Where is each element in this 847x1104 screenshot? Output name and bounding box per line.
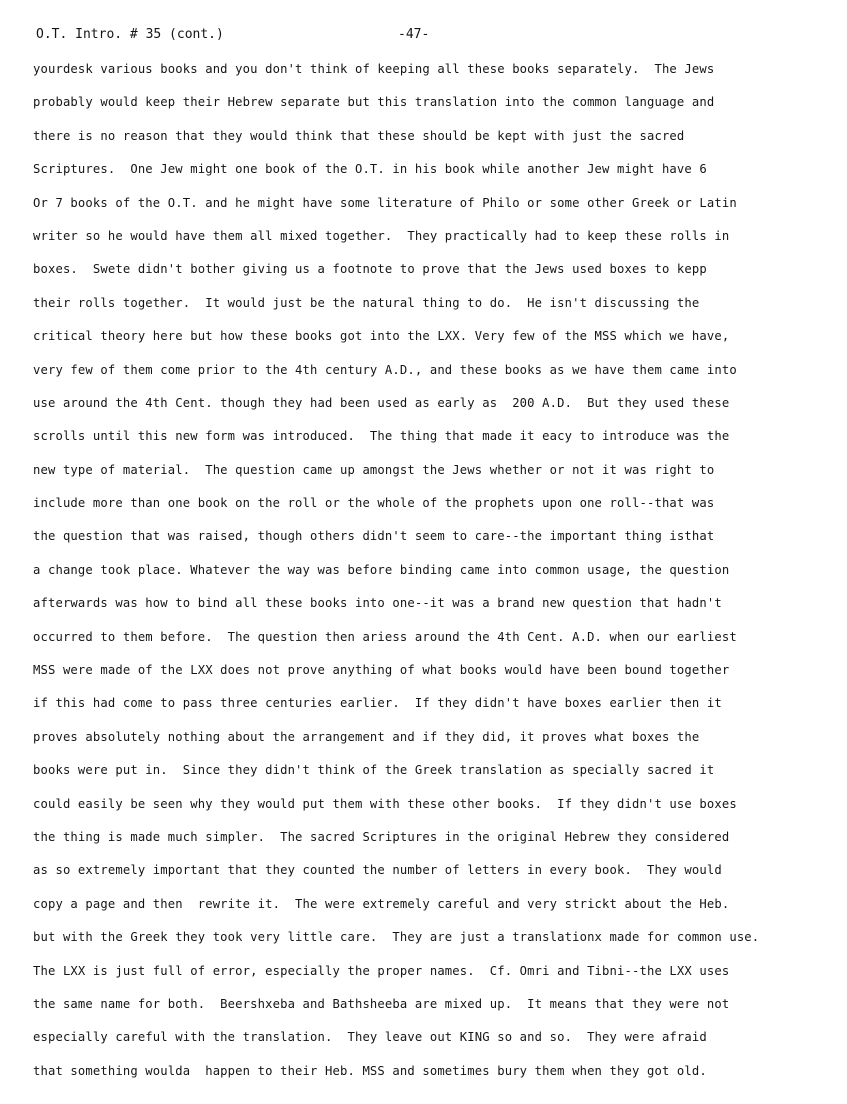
text-line: could easily be seen why they would put them with these other books. If they didn't use boxes	[33, 796, 737, 811]
page-header	[36, 24, 811, 46]
text-line: include more than one book on the roll or the whole of the prophets upon one roll--that was	[33, 496, 715, 511]
text-line: Or 7 books of the O.T. and he might have some literature of Philo or some other Greek or Latin	[33, 195, 737, 210]
text-line: The LXX is just full of error, especially the proper names. Cf. Omri and Tibni--the LXX uses	[33, 963, 730, 978]
text-line: probably would keep their Hebrew separate but this translation into the common language and	[33, 95, 715, 110]
text-line: use around the 4th Cent. though they had been used as early as 200 A.D. But they used these	[33, 395, 730, 410]
text-line: there is no reason that they would think that these should be kept with just the sacred	[33, 128, 685, 143]
text-line: boxes. Swete didn't bother giving us a footnote to prove that the Jews used boxes to kepp	[33, 262, 707, 277]
page-number: -47-	[398, 27, 430, 42]
text-line: the thing is made much simpler. The sacred Scriptures in the original Hebrew they considered	[33, 829, 730, 844]
text-line: their rolls together. It would just be the natural thing to do. He isn't discussing the	[33, 295, 700, 310]
text-line: that something woulda happen to their Heb. MSS and sometimes bury them when they got old.	[33, 1063, 707, 1078]
text-line: afterwards was how to bind all these books into one--it was a brand new question that hadn't	[33, 596, 722, 611]
text-line: a change took place. Whatever the way was before binding came into common usage, the question	[33, 562, 730, 577]
text-line: if this had come to pass three centuries earlier. If they didn't have boxes earlier then it	[33, 696, 722, 711]
text-line: books were put in. Since they didn't think of the Greek translation as specially sacred it	[33, 763, 715, 778]
text-line: scrolls until this new form was introduced. The thing that made it eacy to introduce was the	[33, 429, 730, 444]
text-line: as so extremely important that they counted the number of letters in every book. They would	[33, 863, 722, 878]
text-line: critical theory here but how these books got into the LXX. Very few of the MSS which we have,	[33, 329, 730, 344]
text-line: yourdesk various books and you don't think of keeping all these books separately. The Jews	[33, 62, 715, 76]
text-line: the question that was raised, though others didn't seem to care--the important thing isthat	[33, 529, 715, 544]
text-line: occurred to them before. The question then ariess around the 4th Cent. A.D. when our earliest	[33, 629, 737, 644]
text-line: very few of them come prior to the 4th century A.D., and these books as we have them came into	[33, 362, 737, 377]
text-line: copy a page and then rewrite it. The were extremely careful and very strickt about the Heb.	[33, 896, 730, 911]
text-line: proves absolutely nothing about the arrangement and if they did, it proves what boxes the	[33, 729, 700, 744]
text-line: but with the Greek they took very little care. They are just a translationx made for common use.	[33, 930, 760, 945]
header-course-title: O.T. Intro. # 35 (cont.)	[36, 27, 224, 42]
text-line: new type of material. The question came up amongst the Jews whether or not it was right to	[33, 462, 715, 477]
text-line: MSS were made of the LXX does not prove anything of what books would have been bound together	[33, 663, 730, 678]
text-line: especially careful with the translation. They leave out KING so and so. They were afraid	[33, 1030, 707, 1045]
text-line: the same name for both. Beershxeba and Bathsheeba are mixed up. It means that they were not	[33, 996, 730, 1011]
text-line: writer so he would have them all mixed together. They practically had to keep these rolls in	[33, 228, 730, 243]
body-text	[33, 57, 845, 1092]
text-line: Scriptures. One Jew might one book of the O.T. in his book while another Jew might have 6	[33, 162, 707, 177]
